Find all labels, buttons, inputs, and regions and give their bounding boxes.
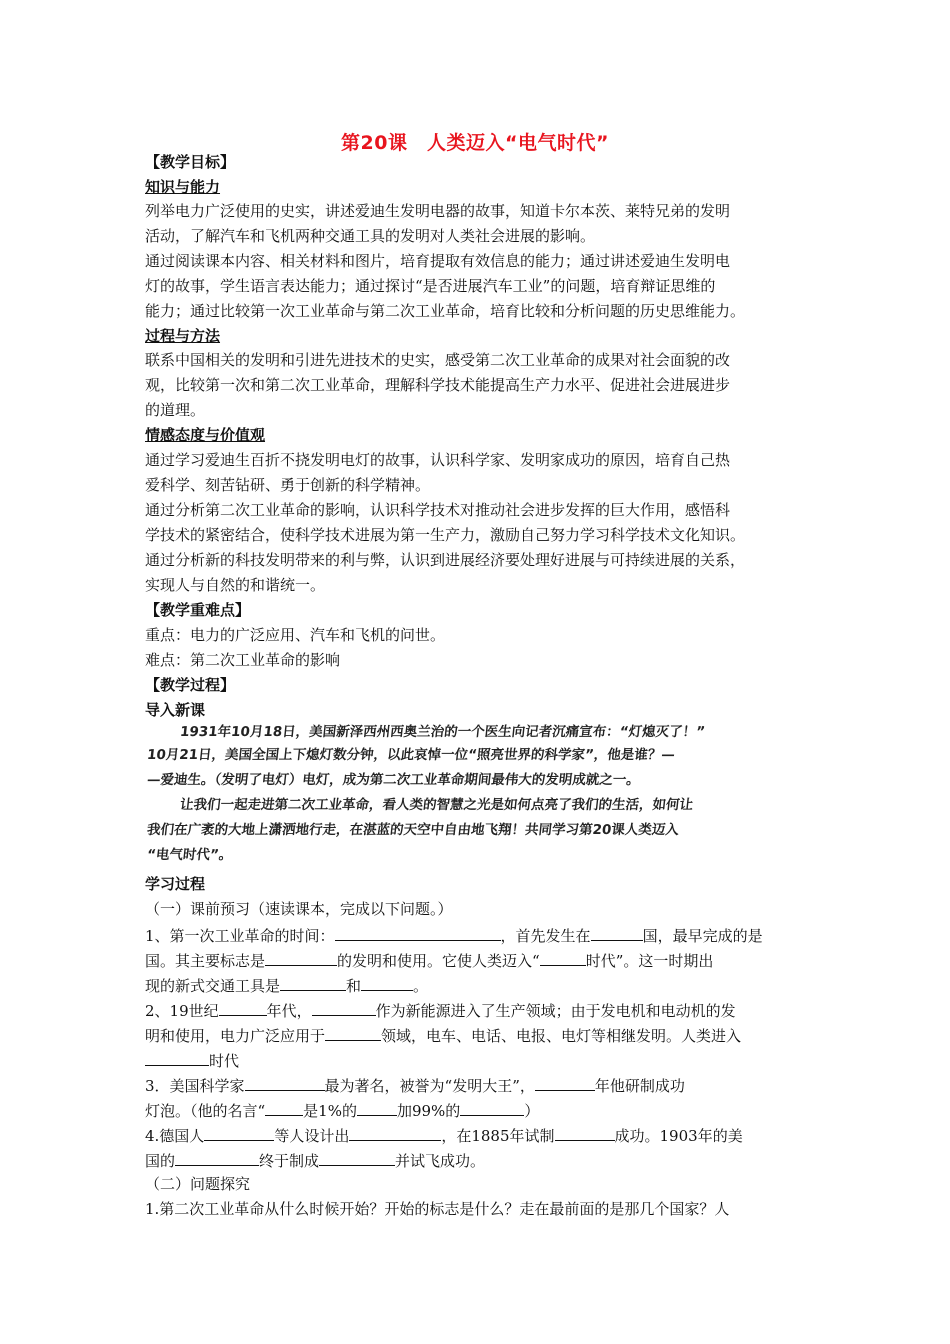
teaching-goals-heading: 【教学目标】 bbox=[145, 153, 236, 171]
process-line: 观，比较第一次和第二次工业革命，理解科学技术能提高生产力水平、促进社会进展进步 bbox=[145, 376, 731, 394]
answer-blank[interactable] bbox=[335, 924, 501, 941]
intro-line: —爱迪生。（发明了电灯）电灯，成为第二次工业革命期间最伟大的发明成就之一。 bbox=[146, 772, 641, 788]
intro-line: 10月21日，美国全国上下熄灯数分钟，以此哀悼一位“照亮世界的科学家”，他是谁？— bbox=[146, 747, 676, 763]
answer-blank[interactable] bbox=[175, 1149, 259, 1166]
answer-blank[interactable] bbox=[245, 1074, 325, 1091]
question-3-line: 灯泡。（他的名言“ 是1%的 加99%的 ） bbox=[145, 1099, 539, 1121]
question-2-line: 时代 bbox=[145, 1049, 239, 1071]
knowledge-line: 列举电力广泛使用的史实，讲述爱迪生发明电器的故事，知道卡尔本茨、莱特兄弟的发明 bbox=[145, 202, 731, 220]
lesson-title: 第20课 人类迈入“电气时代” bbox=[341, 132, 609, 154]
answer-blank[interactable] bbox=[535, 1074, 595, 1091]
preview-heading: （一）课前预习（速读课本，完成以下问题。） bbox=[145, 900, 453, 918]
answer-blank[interactable] bbox=[591, 924, 643, 941]
question-1-line: 现的新式交通工具是 和 。 bbox=[145, 974, 428, 996]
key-point: 重点：电力的广泛应用、汽车和飞机的问世。 bbox=[145, 626, 446, 644]
question-2-line: 2、19世纪 年代， 作为新能源进入了生产领域；由于发电机和电动机的发 bbox=[145, 999, 736, 1021]
answer-blank[interactable] bbox=[319, 1149, 395, 1166]
answer-blank[interactable] bbox=[357, 1099, 397, 1116]
knowledge-line: 活动，了解汽车和飞机两种交通工具的发明对人类社会进展的影响。 bbox=[145, 227, 596, 245]
answer-blank[interactable] bbox=[204, 1124, 274, 1141]
knowledge-heading: 知识与能力 bbox=[145, 178, 221, 196]
explore-question-1: 1.第二次工业革命从什么时候开始？开始的标志是什么？走在最前面的是那几个国家？人 bbox=[145, 1200, 730, 1218]
question-3-line: 3．美国科学家 最为著名，被誉为“发明大王”， 年他研制成功 bbox=[145, 1074, 685, 1096]
values-line: 通过学习爱迪生百折不挠发明电灯的故事，认识科学家、发明家成功的原因，培育自己热 bbox=[145, 451, 731, 469]
knowledge-line: 通过阅读课本内容、相关材料和图片，培育提取有效信息的能力；通过讲述爱迪生发明电 bbox=[145, 252, 731, 270]
answer-blank[interactable] bbox=[280, 974, 346, 991]
values-line: 通过分析第二次工业革命的影响，认识科学技术对推动社会进步发挥的巨大作用，感悟科 bbox=[145, 501, 731, 519]
answer-blank[interactable] bbox=[349, 1124, 441, 1141]
question-4-line: 4.德国人 等人设计出 ，在1885年试制 成功。1903年的美 bbox=[145, 1124, 743, 1146]
answer-blank[interactable] bbox=[265, 1099, 303, 1116]
teaching-process-heading: 【教学过程】 bbox=[145, 676, 236, 694]
knowledge-line: 灯的故事，学生语言表达能力；通过探讨“是否进展汽车工业”的问题，培育辩证思维的 bbox=[145, 277, 716, 295]
process-line: 的道理。 bbox=[145, 401, 206, 419]
process-line: 联系中国相关的发明和引进先进技术的史实，感受第二次工业革命的成果对社会面貌的改 bbox=[145, 351, 731, 369]
values-line: 学技术的紧密结合，使科学技术进展为第一生产力，激励自己努力学习科学技术文化知识。 bbox=[145, 526, 746, 544]
question-2-line: 明和使用，电力广泛应用于 领域，电车、电话、电报、电灯等相继发明。人类进入 bbox=[145, 1024, 741, 1046]
intro-line: 1931年10月18日，美国新泽西州西奥兰治的一个医生向记者沉痛宣布：“灯熄灭了！” bbox=[179, 724, 706, 740]
answer-blank[interactable] bbox=[312, 999, 376, 1016]
question-1-line: 国。其主要标志是 的发明和使用。它使人类迈入“ 时代”。这一时期出 bbox=[145, 949, 713, 971]
explore-heading: （二）问题探究 bbox=[145, 1175, 251, 1193]
answer-blank[interactable] bbox=[540, 949, 586, 966]
values-line: 爱科学、刻苦钻研、勇于创新的科学精神。 bbox=[145, 476, 431, 494]
key-points-heading: 【教学重难点】 bbox=[145, 601, 251, 619]
answer-blank[interactable] bbox=[555, 1124, 615, 1141]
question-1-line: 1、第一次工业革命的时间： ，首先发生在 国，最早完成的是 bbox=[145, 924, 763, 946]
question-4-line: 国的 终于制成 并试飞成功。 bbox=[145, 1149, 485, 1171]
intro-line: “电气时代”。 bbox=[146, 847, 234, 863]
process-heading: 过程与方法 bbox=[145, 327, 221, 345]
answer-blank[interactable] bbox=[460, 1099, 524, 1116]
intro-heading: 导入新课 bbox=[145, 701, 206, 719]
values-line: 实现人与自然的和谐统一。 bbox=[145, 576, 326, 594]
answer-blank[interactable] bbox=[325, 1024, 381, 1041]
answer-blank[interactable] bbox=[219, 999, 267, 1016]
knowledge-line: 能力；通过比较第一次工业革命与第二次工业革命，培育比较和分析问题的历史思维能力。 bbox=[145, 302, 746, 320]
answer-blank[interactable] bbox=[265, 949, 337, 966]
intro-line: 让我们一起走进第二次工业革命，看人类的智慧之光是如何点亮了我们的生活，如何让 bbox=[179, 797, 694, 813]
difficult-point: 难点：第二次工业革命的影响 bbox=[145, 651, 341, 669]
answer-blank[interactable] bbox=[145, 1049, 209, 1066]
answer-blank[interactable] bbox=[361, 974, 413, 991]
study-process-heading: 学习过程 bbox=[145, 875, 206, 893]
values-line: 通过分析新的科技发明带来的利与弊，认识到进展经济要处理好进展与可持续进展的关系， bbox=[145, 551, 746, 569]
intro-line: 我们在广袤的大地上潇洒地行走，在湛蓝的天空中自由地飞翔！共同学习第20课人类迈入 bbox=[146, 822, 680, 838]
values-heading: 情感态度与价值观 bbox=[145, 426, 266, 444]
